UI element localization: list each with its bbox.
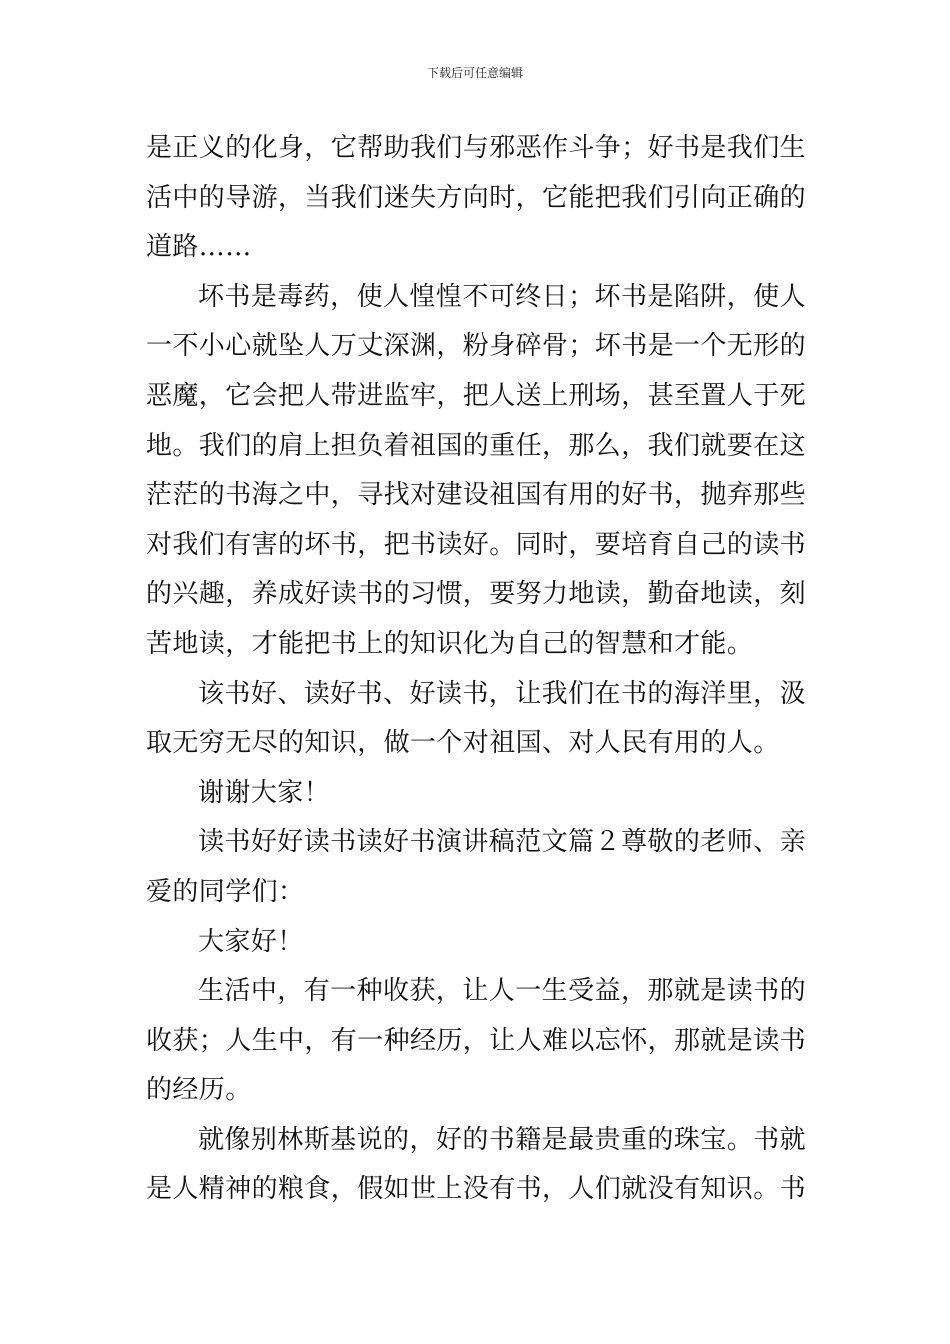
paragraph: 是正义的化身，它帮助我们与邪恶作斗争；好书是我们生活中的导游，当我们迷失方向时，它能把我们引向正确的道路……	[146, 133, 807, 263]
paragraph: 读书好好读书读好书演讲稿范文篇２尊敬的老师、亲爱的同学们：	[146, 827, 806, 907]
paragraph: 该书好、读好书、好读书，让我们在书的海洋里，汲取无穷无尽的知识，做一个对祖国、对人民有用的人。	[146, 678, 806, 759]
page-header: 下载后可任意编辑	[426, 66, 523, 80]
paragraph: 大家好！	[198, 926, 304, 957]
document-body	[146, 124, 806, 1215]
paragraph: 坏书是毒药，使人惶惶不可终日；坏书是陷阱，使人一不小心就坠人万丈深渊，粉身碎骨；坏书是一个无形的恶魔，它会把人带进监牢，把人送上刑场，甚至置人于死地。我们的肩上担负着祖国的重任，那么，我们就要在这茫茫的书海之中，寻找对建设祖国有用的好书，抛弃那些对我们有害的坏书，把书读好。同时，要培育自己的读书的兴趣，养成好读书的习惯，要努力地读，勤奋地读，刻苦地读，才能把书上的知识化为自己的智慧和才能。	[146, 281, 807, 659]
paragraph: 生活中，有一种收获，让人一生受益，那就是读书的收获；人生中，有一种经历，让人难以忘怀，那就是读书的经历。	[146, 976, 807, 1106]
paragraph: 谢谢大家！	[198, 777, 331, 808]
paragraph: 就像别林斯基说的，好的书籍是最贵重的珠宝。书就是人精神的粮食，假如世上没有书，人们就没有知识。书	[146, 1124, 807, 1205]
